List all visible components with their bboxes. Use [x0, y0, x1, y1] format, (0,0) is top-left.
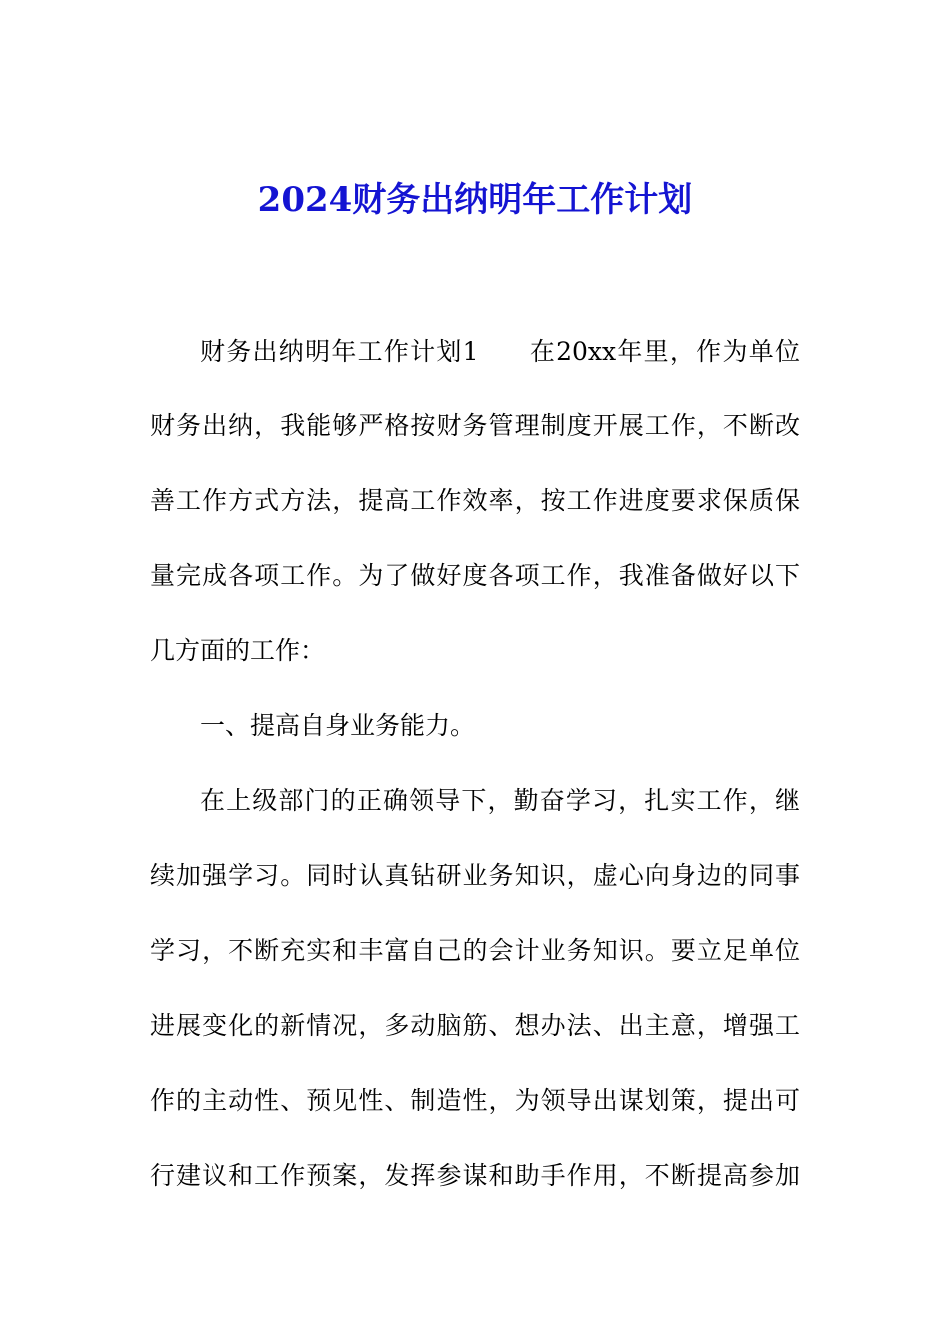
paragraph-line: 几方面的工作： [150, 636, 326, 665]
section-heading-inline: 财务出纳明年工作计划1 [200, 337, 479, 366]
paragraph-line: 行建议和工作预案，发挥参谋和助手作用，不断提高参加 [150, 1161, 800, 1190]
paragraph-line: 学习，不断充实和丰富自己的会计业务知识。要立足单位 [150, 936, 800, 965]
paragraph-line: 量完成各项工作。为了做好度各项工作，我准备做好以下 [150, 561, 800, 590]
paragraph-line: 续加强学习。同时认真钻研业务知识，虚心向身边的同事 [150, 861, 800, 890]
paragraph-line: 财务出纳，我能够严格按财务管理制度开展工作，不断改 [150, 411, 800, 440]
paragraph-line: 进展变化的新情况，多动脑筋、想办法、出主意，增强工 [150, 1011, 800, 1040]
paragraph-line [200, 336, 800, 368]
paragraph-text: 在20xx年里，作为单位 [528, 337, 800, 366]
paragraph-line: 在上级部门的正确领导下，勤奋学习，扎实工作，继 [200, 786, 800, 815]
paragraph-line: 善工作方式方法，提高工作效率，按工作进度要求保质保 [150, 486, 800, 515]
section-heading: 一、提高自身业务能力。 [200, 711, 476, 740]
document-title: 2024财务出纳明年工作计划 [257, 180, 693, 220]
paragraph-line: 作的主动性、预见性、制造性，为领导出谋划策，提出可 [150, 1086, 800, 1115]
